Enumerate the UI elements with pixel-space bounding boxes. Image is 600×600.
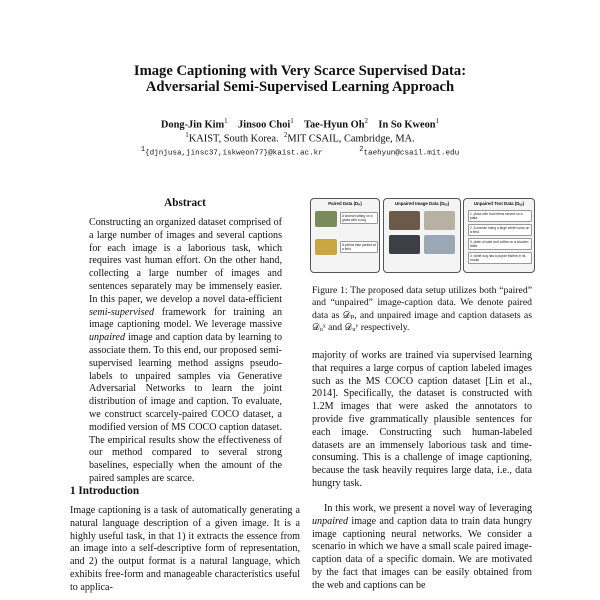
unpaired-image-1: [389, 211, 420, 230]
unpaired-image-3: [389, 235, 420, 254]
paired-caption-1: A woman sitting on a grass with a dog: [340, 212, 378, 224]
author-4: In So Kweon: [378, 119, 436, 131]
author-2: Jinsoo Choi: [238, 119, 291, 131]
unpaired-text-4: 4. white dog has a purple frisbee in its mouth: [468, 252, 532, 264]
unpaired-image-2: [424, 211, 455, 230]
abstract-heading: Abstract: [164, 197, 206, 209]
figure-caption: Figure 1: The proposed data setup utilizes both “paired” and “unpaired” image-caption data. We denote paired data as 𝒟ₚ, and unpaired image and caption datasets as 𝒟ᵤˣ and 𝒟ᵤʸ respectively.: [312, 285, 532, 333]
unpaired-text-2: 2. A woman riding a large white horse on a field.: [468, 224, 532, 236]
right-column-paragraph-2: In this work, we present a novel way of leveraging unpaired image and caption data to train data hungry image captioning neural networks. We consider a scenario in which we have a small scale paired image-caption data of a specific domain. We are motivated by the fact that images can be easily obtained from the web and captions can be: [312, 503, 532, 591]
introduction-body: Image captioning is a task of automatically generating a natural language description of a given image. It is a highly useful task, in that 1) it extracts the essence from an image into a self-descriptive form of representation, and 2) the output format is a natural language, which exhibits free-form and manageable characteristics useful to applica-: [70, 505, 300, 593]
author-list: Dong-Jin Kim$^1$ Jinsoo Choi$^1$ Tae-Hyun Oh$^2$ In So Kweon$^1$: [160, 117, 440, 131]
unpaired-text-3: 3. plate of cake and coffee on a wooden table.: [468, 238, 532, 250]
author-1: Dong-Jin Kim: [160, 119, 225, 131]
paired-image-2: [315, 239, 337, 255]
paper-title-line1: Image Captioning with Very Scarce Supervised Data:: [133, 63, 467, 79]
unpaired-image-panel: Unpaired Image Data (Dᵤₓ): [383, 198, 461, 273]
email-kaist: {djnjusa,jinsc37,iskweon77}@kaist.ac.kr: [145, 149, 323, 158]
author-3: Tae-Hyun Oh: [303, 119, 365, 131]
unpaired-text-1: 1. pizza with food items served on a plate.: [468, 210, 532, 222]
affiliations: $^1$KAIST, South Korea. $^2$MIT CSAIL, Cambridge, MA.: [185, 131, 415, 145]
paired-caption-2: A yellow bike parked at a field: [340, 241, 378, 253]
paper-title-line2: Adversarial Semi-Supervised Learning Approach: [145, 79, 455, 95]
email-mit: taehyun@csail.mit.edu: [363, 149, 460, 158]
author-emails: $^1${djnjusa,jinsc37,iskweon77}@kaist.ac.kr $^2$taehyun@csail.mit.edu: [140, 146, 460, 158]
right-column-paragraph-1: majority of works are trained via supervised learning that requires a large corpus of caption labeled images such as the MS COCO caption dataset [Lin et al., 2014]. Specifically, the dataset is constructed with 1.2M images that were asked the annotators to provide five grammatically plausible sentences for each image. Constructing such human-labeled datasets are an immensely laborious task and time-consuming. This is a challenge of image captioning, because the task heavily requires large data, i.e., data hungry task.: [312, 350, 532, 489]
unpaired-text-panel: Unpaired Text Data (Dᵤᵧ) 1. pizza with food items served on a plate. 2. A woman riding a large white horse on a field. 3. plate of cake and coffee on a wooden table. 4. white dog has a purple frisbee in its mouth: [463, 198, 535, 273]
paired-data-panel: Paired Data (Dₚ) A woman sitting on a grass with a dog A yellow bike parked at a field: [310, 198, 380, 273]
abstract-body: Constructing an organized dataset comprised of a large number of images and several captions for each image is a laborious task, which requires vast human effort. On the other hand, collecting a large number of images and sentences separately may be immensely easier. In this paper, we develop a novel data-efficient semi-supervised framework for training an image captioning model. We leverage massive unpaired image and caption data by learning to associate them. To this end, our proposed semi-supervised learning method assigns pseudo-labels to unpaired samples via Generative Adversarial Networks to learn the joint distribution of image and caption. To evaluate, we construct scarcely-paired COCO dataset, a modified version of MS COCO caption dataset. The empirical results show the effectiveness of our method compared to several strong baselines, especially when the amount of the paired samples are scarce.: [89, 217, 282, 484]
unpaired-image-4: [424, 235, 455, 254]
figure-1: [310, 198, 535, 273]
section-heading-introduction: 1 Introduction: [70, 485, 140, 497]
paired-image-1: [315, 211, 337, 227]
